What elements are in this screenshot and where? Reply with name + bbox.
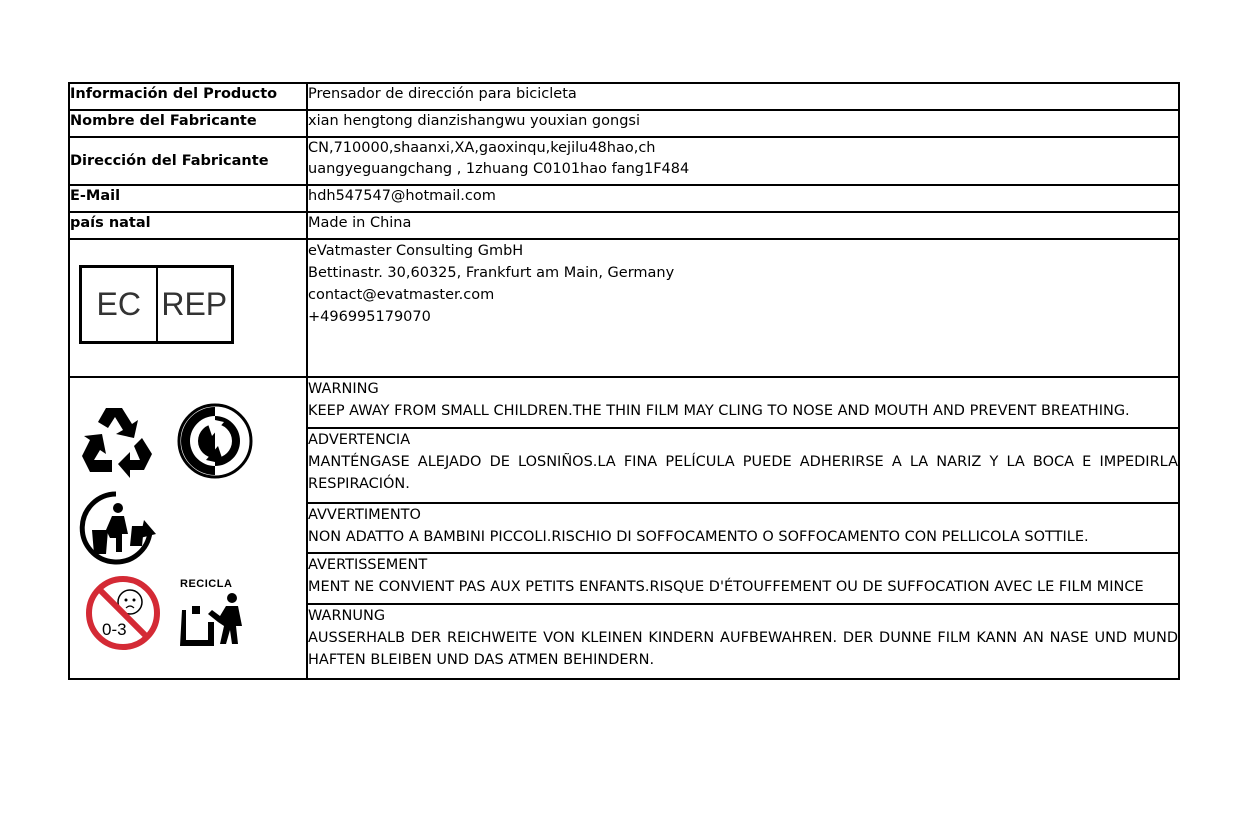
recicla-icon <box>178 592 248 646</box>
no-children-0-3-icon <box>84 574 162 652</box>
label-product-info: Información del Producto <box>69 83 307 110</box>
ec-rep-symbol-cell <box>69 239 307 377</box>
green-dot-icon <box>176 402 254 480</box>
symbols-cell <box>69 377 307 679</box>
address-line-1: CN,710000,shaanxi,XA,gaoxinqu,kejilu48hao,ch <box>308 140 656 156</box>
address-line-2: uangyeguangchang , 1zhuang C0101hao fang1F484 <box>308 161 690 177</box>
warning-fr-text: MENT NE CONVIENT PAS AUX PETITS ENFANTS.RISQUE D'ÉTOUFFEMENT OU DE SUFFOCATION AVEC LE FILM MINCE <box>308 579 1144 596</box>
row-email <box>69 185 1179 212</box>
ec-rep-phone: +496995179070 <box>308 309 431 325</box>
product-info-table <box>68 82 1180 680</box>
row-product-info <box>69 83 1179 110</box>
warning-it <box>307 503 1179 554</box>
recycle-icon <box>78 402 158 480</box>
warning-de <box>307 604 1179 679</box>
warning-en <box>307 377 1179 428</box>
warning-fr <box>307 553 1179 604</box>
warning-de-text: AUSSERHALB DER REICHWEITE VON KLEINEN KINDERN AUFBEWAHREN. DER DUNNE FILM KANN AN NASE UND MUND HAFTEN BLEIBEN UND DAS ATMEN BEHINDERN. <box>308 630 1178 668</box>
value-email: hdh547547@hotmail.com <box>307 185 1179 212</box>
label-email: E-Mail <box>69 185 307 212</box>
row-manufacturer-address <box>69 137 1179 185</box>
ec-rep-company: eVatmaster Consulting GmbH <box>308 243 524 259</box>
warning-en-title: WARNING <box>308 381 379 397</box>
recicla-label: RECICLA <box>180 578 233 590</box>
ec-rep-symbol-right: REP <box>161 286 228 322</box>
row-ec-rep <box>69 239 1179 377</box>
ec-rep-address: Bettinastr. 30,60325, Frankfurt am Main, Germany <box>308 265 675 281</box>
ec-rep-email: contact@evatmaster.com <box>308 287 495 303</box>
symbols-panel <box>70 378 306 678</box>
warning-es-text: MANTÉNGASE ALEJADO DE LOSNIÑOS.LA FINA PELÍCULA PUEDE ADHERIRSE A LA NARIZ Y LA BOCA E IMPEDIRLA RESPIRACIÓN. <box>308 453 1178 492</box>
warning-it-text: NON ADATTO A BAMBINI PICCOLI.RISCHIO DI SOFFOCAMENTO O SOFFOCAMENTO CON PELLICOLA SOTTILE. <box>308 528 1089 545</box>
ec-rep-symbol-left: EC <box>82 268 158 341</box>
warning-en-text: KEEP AWAY FROM SMALL CHILDREN.THE THIN FILM MAY CLING TO NOSE AND MOUTH AND PREVENT BREATHING. <box>308 403 1130 419</box>
row-country <box>69 212 1179 239</box>
warning-it-title: AVVERTIMENTO <box>308 506 421 523</box>
tidyman-recycle-icon <box>78 490 158 566</box>
value-product-info: Prensador de dirección para bicicleta <box>307 83 1179 110</box>
ec-rep-icon <box>79 265 234 344</box>
row-warning-en <box>69 377 1179 428</box>
warning-es <box>307 428 1179 503</box>
age-range-label: 0-3 <box>102 620 127 639</box>
label-manufacturer-address: Dirección del Fabricante <box>69 137 307 185</box>
ec-rep-details <box>307 239 1179 377</box>
value-country: Made in China <box>307 212 1179 239</box>
label-manufacturer-name: Nombre del Fabricante <box>69 110 307 137</box>
value-manufacturer-name: xian hengtong dianzishangwu youxian gongsi <box>307 110 1179 137</box>
value-manufacturer-address <box>307 137 1179 185</box>
row-manufacturer-name <box>69 110 1179 137</box>
warning-fr-title: AVERTISSEMENT <box>308 557 428 574</box>
label-country: país natal <box>69 212 307 239</box>
warning-de-title: WARNUNG <box>308 608 386 624</box>
warning-es-title: ADVERTENCIA <box>308 431 411 448</box>
